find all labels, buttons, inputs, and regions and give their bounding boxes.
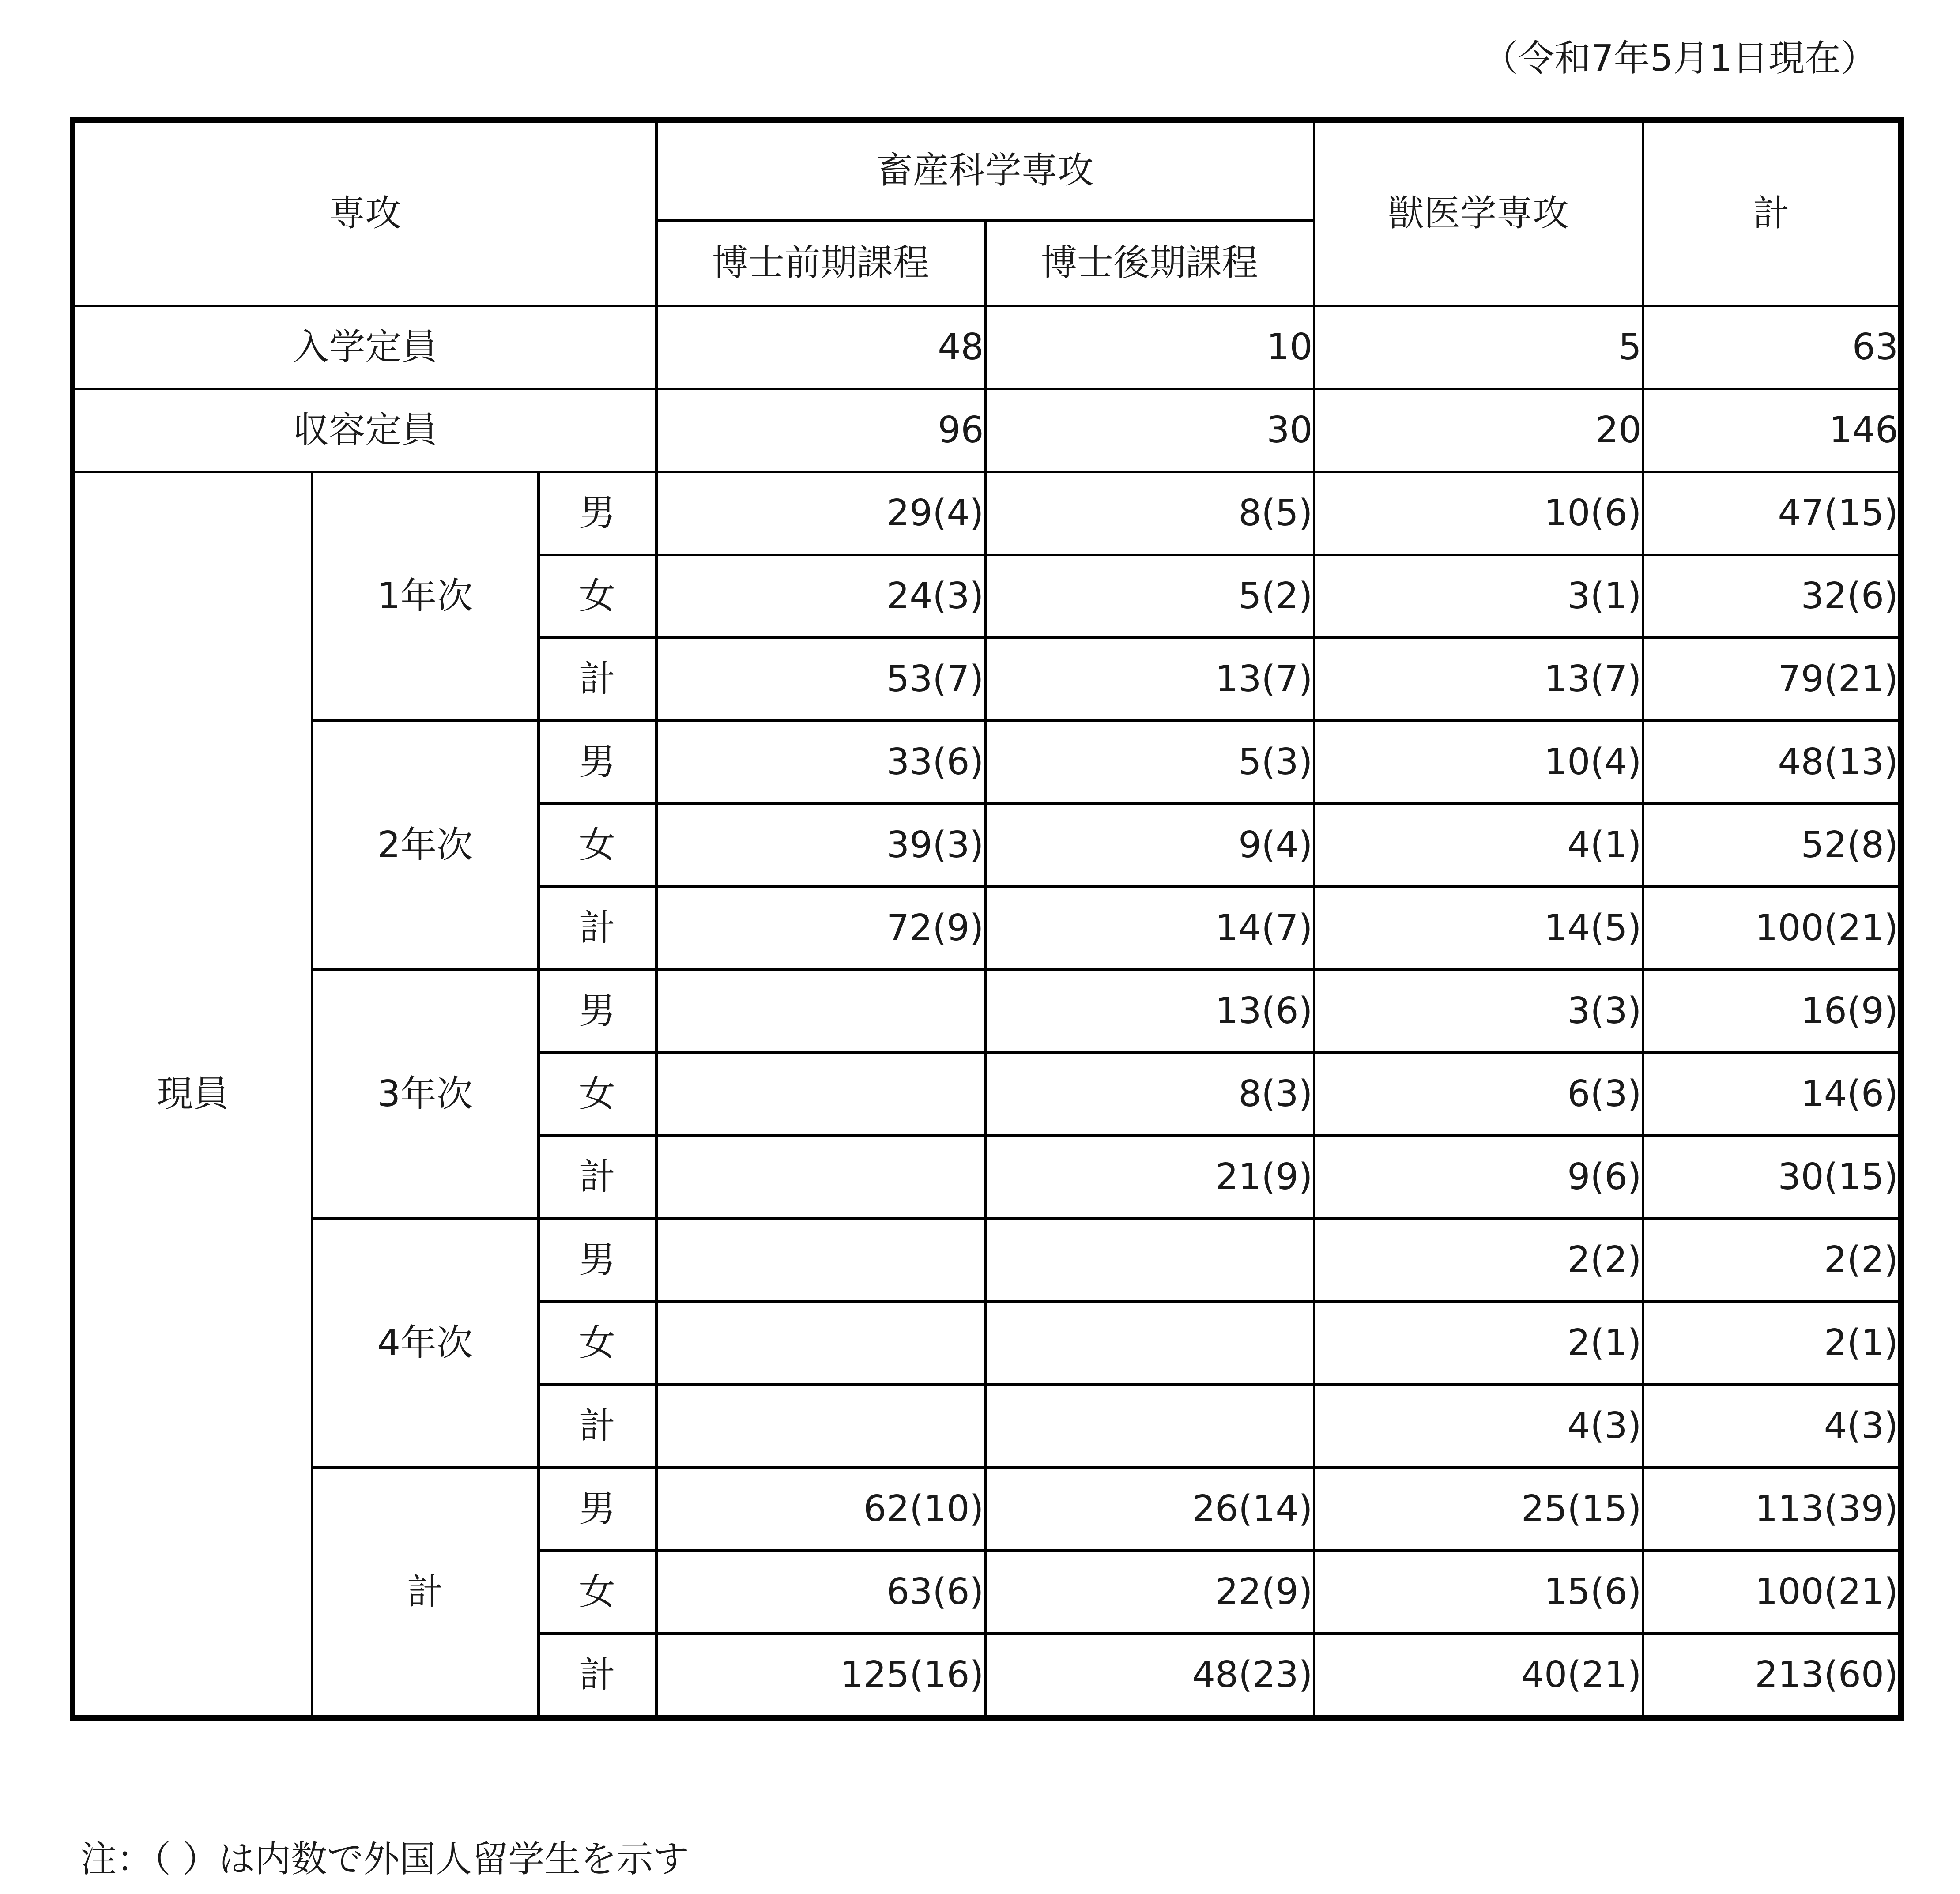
sex-label: 男 xyxy=(539,721,656,804)
sex-label: 女 xyxy=(539,1302,656,1385)
cell: 146 xyxy=(1643,389,1901,472)
cell: 125(16) xyxy=(656,1634,985,1718)
cell: 79(21) xyxy=(1643,638,1901,721)
year-label: 2年次 xyxy=(312,721,539,970)
cell: 13(7) xyxy=(1314,638,1643,721)
cell xyxy=(985,1302,1314,1385)
cell: 25(15) xyxy=(1314,1468,1643,1551)
cell: 22(9) xyxy=(985,1551,1314,1634)
cell: 32(6) xyxy=(1643,555,1901,638)
sex-label: 男 xyxy=(539,472,656,555)
cell: 100(21) xyxy=(1643,1551,1901,1634)
cell: 9(4) xyxy=(985,804,1314,887)
cell: 47(15) xyxy=(1643,472,1901,555)
year-label: 計 xyxy=(312,1468,539,1718)
cell: 63(6) xyxy=(656,1551,985,1634)
cell: 20 xyxy=(1314,389,1643,472)
cell xyxy=(656,1219,985,1302)
cell: 30 xyxy=(985,389,1314,472)
table-row xyxy=(73,472,1901,555)
sex-label: 女 xyxy=(539,804,656,887)
enrollment-capacity-row xyxy=(73,389,1901,472)
cell xyxy=(985,1385,1314,1468)
sex-label: 男 xyxy=(539,1219,656,1302)
sex-label: 計 xyxy=(539,887,656,970)
cell: 5 xyxy=(1314,306,1643,389)
sex-label: 計 xyxy=(539,1634,656,1718)
header-major: 専攻 xyxy=(73,120,656,306)
cell: 14(7) xyxy=(985,887,1314,970)
cell: 40(21) xyxy=(1314,1634,1643,1718)
cell: 10 xyxy=(985,306,1314,389)
cell: 53(7) xyxy=(656,638,985,721)
cell: 16(9) xyxy=(1643,970,1901,1053)
footnote: 注：（ ）は内数で外国人留学生を示す xyxy=(80,1838,690,1880)
table-row xyxy=(73,721,1901,804)
cell: 10(4) xyxy=(1314,721,1643,804)
cell: 62(10) xyxy=(656,1468,985,1551)
cell: 100(21) xyxy=(1643,887,1901,970)
enrollment-capacity-label: 収容定員 xyxy=(73,389,656,472)
cell: 48 xyxy=(656,306,985,389)
cell: 10(6) xyxy=(1314,472,1643,555)
year-label: 3年次 xyxy=(312,970,539,1219)
cell: 24(3) xyxy=(656,555,985,638)
cell: 63 xyxy=(1643,306,1901,389)
header-vet: 獣医学専攻 xyxy=(1314,120,1643,306)
sex-label: 計 xyxy=(539,638,656,721)
cell: 213(60) xyxy=(1643,1634,1901,1718)
cell xyxy=(656,1053,985,1136)
sex-label: 計 xyxy=(539,1136,656,1219)
cell: 29(4) xyxy=(656,472,985,555)
sex-label: 女 xyxy=(539,1053,656,1136)
year-label: 1年次 xyxy=(312,472,539,721)
admission-capacity-label: 入学定員 xyxy=(73,306,656,389)
cell: 3(3) xyxy=(1314,970,1643,1053)
sex-label: 計 xyxy=(539,1385,656,1468)
header-master-course: 博士前期課程 xyxy=(656,220,985,306)
table-row xyxy=(73,1219,1901,1302)
cell: 14(6) xyxy=(1643,1053,1901,1136)
sex-label: 女 xyxy=(539,1551,656,1634)
cell: 48(13) xyxy=(1643,721,1901,804)
current-students-label: 現員 xyxy=(73,472,312,1718)
header-animal-science: 畜産科学専攻 xyxy=(656,120,1314,220)
cell: 9(6) xyxy=(1314,1136,1643,1219)
cell: 15(6) xyxy=(1314,1551,1643,1634)
table-row xyxy=(73,970,1901,1053)
cell: 4(1) xyxy=(1314,804,1643,887)
cell: 21(9) xyxy=(985,1136,1314,1219)
header-total: 計 xyxy=(1643,120,1901,306)
cell: 5(2) xyxy=(985,555,1314,638)
cell xyxy=(656,970,985,1053)
cell: 5(3) xyxy=(985,721,1314,804)
enrollment-table xyxy=(70,117,1904,1721)
cell: 4(3) xyxy=(1643,1385,1901,1468)
cell: 3(1) xyxy=(1314,555,1643,638)
cell: 113(39) xyxy=(1643,1468,1901,1551)
cell xyxy=(656,1385,985,1468)
cell: 6(3) xyxy=(1314,1053,1643,1136)
cell: 13(7) xyxy=(985,638,1314,721)
cell: 8(5) xyxy=(985,472,1314,555)
cell xyxy=(985,1219,1314,1302)
header-row-1 xyxy=(73,120,1901,220)
cell: 4(3) xyxy=(1314,1385,1643,1468)
cell: 26(14) xyxy=(985,1468,1314,1551)
cell: 48(23) xyxy=(985,1634,1314,1718)
cell xyxy=(656,1302,985,1385)
admission-capacity-row xyxy=(73,306,1901,389)
cell: 2(1) xyxy=(1643,1302,1901,1385)
as-of-date: （令和7年5月1日現在） xyxy=(1482,38,1877,79)
cell: 33(6) xyxy=(656,721,985,804)
cell: 8(3) xyxy=(985,1053,1314,1136)
cell: 2(1) xyxy=(1314,1302,1643,1385)
sex-label: 男 xyxy=(539,970,656,1053)
cell: 2(2) xyxy=(1643,1219,1901,1302)
cell: 96 xyxy=(656,389,985,472)
header-doctor-course: 博士後期課程 xyxy=(985,220,1314,306)
sex-label: 女 xyxy=(539,555,656,638)
cell xyxy=(656,1136,985,1219)
table-row xyxy=(73,1468,1901,1551)
cell: 30(15) xyxy=(1643,1136,1901,1219)
sex-label: 男 xyxy=(539,1468,656,1551)
cell: 14(5) xyxy=(1314,887,1643,970)
cell: 13(6) xyxy=(985,970,1314,1053)
cell: 52(8) xyxy=(1643,804,1901,887)
cell: 2(2) xyxy=(1314,1219,1643,1302)
cell: 72(9) xyxy=(656,887,985,970)
cell: 39(3) xyxy=(656,804,985,887)
year-label: 4年次 xyxy=(312,1219,539,1468)
